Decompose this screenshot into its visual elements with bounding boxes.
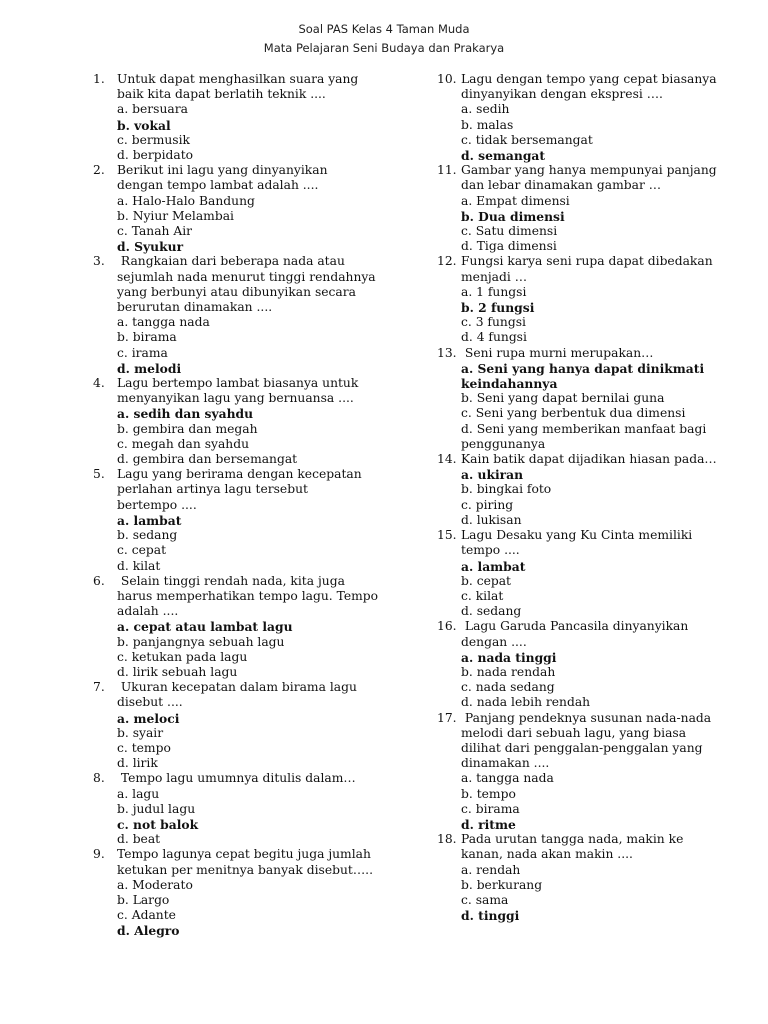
question-number: 16.	[437, 619, 457, 634]
question-text-line: disebut ....	[117, 695, 183, 710]
answer-option: c. Tanah Air	[117, 224, 193, 239]
question-text-line: Fungsi karya seni rupa dapat dibedakan	[461, 254, 713, 269]
answer-option: c. nada sedang	[461, 680, 555, 695]
answer-option: b. malas	[461, 117, 514, 132]
answer-option: a. lagu	[117, 786, 160, 801]
question-text-line: kanan, nada akan makin ....	[461, 847, 633, 862]
question-number: 18.	[437, 832, 457, 847]
question-stem	[437, 711, 717, 772]
question-item	[437, 254, 717, 345]
question-text-line: Lagu yang berirama dengan kecepatan	[117, 467, 362, 482]
question-item	[437, 72, 717, 163]
question-text-line: Pada urutan tangga nada, makin ke	[461, 832, 684, 847]
question-text-line: harus memperhatikan tempo lagu. Tempo	[117, 588, 379, 603]
answer-option-correct: c. not balok	[117, 816, 199, 832]
answer-option: b. Nyiur Melambai	[117, 208, 234, 223]
question-text-line: Panjang pendeknya susunan nada-nada	[461, 710, 712, 725]
answer-option: b. bingkai foto	[461, 482, 552, 497]
question-stem	[93, 771, 375, 786]
question-item	[93, 847, 375, 938]
document-title: Soal PAS Kelas 4 Taman Muda	[298, 22, 470, 36]
question-text-line: Lagu dengan tempo yang cepat biasanya	[461, 72, 717, 86]
answer-option-correct: d. Syukur	[117, 239, 184, 255]
document-header	[0, 20, 768, 58]
question-stem	[437, 346, 717, 361]
answer-option: a. Empat dimensi	[461, 193, 570, 208]
answer-option-correct: a. sedih dan syahdu	[117, 406, 254, 422]
answer-option: a. Moderato	[117, 877, 193, 892]
question-item	[437, 452, 717, 528]
answer-option: c. birama	[461, 801, 520, 816]
question-text-line: Lagu bertempo lambat biasanya untuk	[117, 376, 359, 391]
answer-option: b. syair	[117, 725, 164, 740]
answer-option: b. birama	[117, 330, 177, 345]
question-number: 8.	[93, 771, 105, 786]
question-text-line: perlahan artinya lagu tersebut	[117, 482, 308, 497]
answer-option: d. nada lebih rendah	[461, 695, 591, 710]
question-item	[93, 467, 375, 573]
answer-option-correct: b. Dua dimensi	[461, 208, 565, 224]
question-text-line: dengan tempo lambat adalah ....	[117, 178, 319, 193]
question-text-line: menyanyikan lagu yang bernuansa ....	[117, 391, 354, 406]
question-text-line: Ukuran kecepatan dalam birama lagu	[117, 680, 357, 695]
question-item	[437, 832, 717, 923]
answer-option: c. irama	[117, 345, 168, 360]
answer-option: d. Tiga dimensi	[461, 239, 557, 254]
answer-option: c. sama	[461, 892, 509, 907]
question-text-line: dinamakan ....	[461, 756, 550, 771]
answer-option-correct: a. nada tinggi	[461, 649, 557, 665]
answer-option-correct: d. ritme	[461, 816, 516, 832]
answer-option: c. kilat	[461, 588, 504, 603]
question-stem	[437, 254, 717, 284]
answer-option: a. tangga nada	[117, 315, 210, 330]
question-stem	[437, 528, 717, 558]
answer-option: b. judul lagu	[117, 801, 196, 816]
question-text-line: Lagu Garuda Pancasila dinyanyikan	[461, 619, 689, 634]
question-item	[93, 771, 375, 847]
answer-option: b. gembira dan megah	[117, 421, 258, 436]
answer-option: c. tempo	[117, 740, 171, 755]
question-text-line: Berikut ini lagu yang dinyanyikan	[117, 163, 328, 178]
question-stem	[93, 254, 375, 315]
answer-option: b. Seni yang dapat bernilai guna	[461, 391, 665, 406]
question-text-line: ketukan per menitnya banyak disebut…..	[117, 862, 373, 877]
answer-option: a. Halo-Halo Bandung	[117, 193, 255, 208]
answer-option: a. bersuara	[117, 102, 188, 117]
question-item	[93, 376, 375, 467]
question-text-line: dilihat dari penggalan-penggalan yang	[461, 740, 703, 755]
answer-option: a. tangga nada	[461, 771, 554, 786]
answer-option: c. 3 fungsi	[461, 315, 526, 330]
answer-option: c. Adante	[117, 908, 176, 923]
question-text-line: yang berbunyi atau dibunyikan secara	[117, 284, 356, 299]
question-text-line: tempo ....	[461, 543, 520, 558]
answer-option: b. berkurang	[461, 877, 543, 892]
question-stem	[93, 376, 375, 406]
answer-option: d. 4 fungsi	[461, 330, 527, 345]
question-number: 12.	[437, 254, 457, 269]
question-stem	[437, 619, 717, 649]
answer-option-correct: d. melodi	[117, 360, 182, 376]
answer-option: a. rendah	[461, 862, 521, 877]
question-text-line: Lagu Desaku yang Ku Cinta memiliki	[461, 528, 693, 543]
answer-option: d. sedang	[461, 604, 522, 619]
question-number: 9.	[93, 847, 105, 862]
question-text-line: Selain tinggi rendah nada, kita juga	[117, 573, 345, 588]
answer-option: d. berpidato	[117, 148, 194, 163]
question-number: 5.	[93, 467, 105, 482]
question-number: 4.	[93, 376, 105, 391]
question-number: 14.	[437, 452, 457, 467]
question-item	[437, 619, 717, 710]
answer-option: b. nada rendah	[461, 664, 556, 679]
question-column-right	[437, 72, 717, 923]
question-stem	[437, 832, 717, 862]
question-stem	[93, 163, 375, 193]
question-text-line: Tempo lagunya cepat begitu juga jumlah	[117, 847, 371, 862]
question-item	[437, 528, 717, 619]
answer-option: d. beat	[117, 832, 161, 847]
question-text-line: Rangkaian dari beberapa nada atau	[117, 254, 345, 269]
answer-option: b. cepat	[461, 573, 511, 588]
answer-option: b. tempo	[461, 786, 516, 801]
question-item	[437, 711, 717, 833]
question-text-line: Seni rupa murni merupakan…	[461, 345, 654, 360]
answer-option: a. sedih	[461, 102, 510, 117]
question-text-line: Gambar yang hanya mempunyai panjang	[461, 163, 717, 178]
question-item	[93, 680, 375, 771]
question-text-line: adalah ....	[117, 604, 179, 619]
question-text-line: Untuk dapat menghasilkan suara yang	[117, 72, 359, 86]
question-text-line: dinyanyikan dengan ekspresi ….	[461, 87, 663, 102]
answer-option-correct: a. lambat	[461, 558, 526, 574]
question-item	[93, 163, 375, 254]
answer-option-correct: d. Alegro	[117, 923, 180, 939]
answer-option: a. 1 fungsi	[461, 284, 527, 299]
answer-option: d. gembira dan bersemangat	[117, 452, 298, 467]
document-subtitle: Mata Pelajaran Seni Budaya dan Prakarya	[263, 41, 505, 55]
answer-option-correct: b. vokal	[117, 117, 171, 133]
question-number: 11.	[437, 163, 457, 178]
question-number: 2.	[93, 163, 105, 178]
answer-option: b. sedang	[117, 528, 178, 543]
question-text-line: melodi dari sebuah lagu, yang biasa	[461, 725, 687, 740]
answer-option: c. piring	[461, 497, 514, 512]
question-number: 10.	[437, 72, 457, 86]
answer-option: c. megah dan syahdu	[117, 436, 250, 451]
question-number: 3.	[93, 254, 105, 269]
answer-option: b. panjangnya sebuah lagu	[117, 634, 285, 649]
question-number: 6.	[93, 573, 105, 588]
answer-option: d. lirik sebuah lagu	[117, 664, 238, 679]
question-number: 13.	[437, 345, 457, 360]
answer-option-correct: a. ukiran	[461, 467, 524, 483]
question-text-line: berurutan dinamakan ....	[117, 300, 273, 315]
answer-option-correct: a. lambat	[117, 512, 182, 528]
answer-option-correct: b. 2 fungsi	[461, 300, 535, 316]
question-item	[93, 573, 379, 680]
answer-option: c. ketukan pada lagu	[117, 649, 248, 664]
question-number: 1.	[93, 72, 105, 86]
question-item	[93, 72, 375, 163]
answer-option: c. bermusik	[117, 132, 191, 147]
question-stem	[93, 573, 379, 620]
question-text-line: Tempo lagu umumnya ditulis dalam…	[117, 771, 356, 786]
answer-option-correct: a. meloci	[117, 710, 180, 726]
question-stem	[93, 847, 375, 877]
answer-option: c. cepat	[117, 543, 167, 558]
question-stem	[437, 163, 717, 193]
answer-option: c. Seni yang berbentuk dua dimensi	[461, 406, 686, 421]
answer-option-correct: d. semangat	[461, 148, 546, 164]
answer-option: c. tidak bersemangat	[461, 132, 593, 147]
question-text-line: Kain batik dapat dijadikan hiasan pada…	[461, 452, 717, 467]
question-column-left	[93, 72, 379, 939]
answer-option-correct: a. Seni yang hanya dapat dinikmati keindahannya	[461, 360, 705, 392]
question-text-line: sejumlah nada menurut tinggi rendahnya	[117, 269, 376, 284]
answer-option: b. Largo	[117, 892, 170, 907]
question-stem	[437, 452, 717, 467]
question-stem	[93, 467, 375, 513]
answer-option: d. lukisan	[461, 512, 522, 527]
answer-option: c. Satu dimensi	[461, 224, 558, 239]
question-item	[437, 346, 717, 452]
question-item	[437, 163, 717, 254]
answer-option-correct: a. cepat atau lambat lagu	[117, 619, 293, 635]
answer-option: d. lirik	[117, 756, 158, 771]
question-stem	[93, 680, 375, 710]
answer-option: d. Seni yang memberikan manfaat bagi penggunanya	[461, 421, 707, 451]
question-text-line: baik kita dapat berlatih teknik ....	[117, 87, 326, 102]
answer-option-correct: d. tinggi	[461, 908, 520, 924]
question-stem	[93, 72, 375, 102]
question-number: 15.	[437, 528, 457, 543]
question-number: 17.	[437, 710, 457, 725]
question-number: 7.	[93, 680, 105, 695]
question-stem	[437, 72, 717, 102]
question-text-line: bertempo ....	[117, 497, 197, 512]
question-item	[93, 254, 375, 376]
question-text-line: menjadi …	[461, 269, 528, 284]
question-text-line: dan lebar dinamakan gambar …	[461, 178, 662, 193]
answer-option: d. kilat	[117, 558, 161, 573]
question-text-line: dengan ....	[461, 634, 527, 649]
